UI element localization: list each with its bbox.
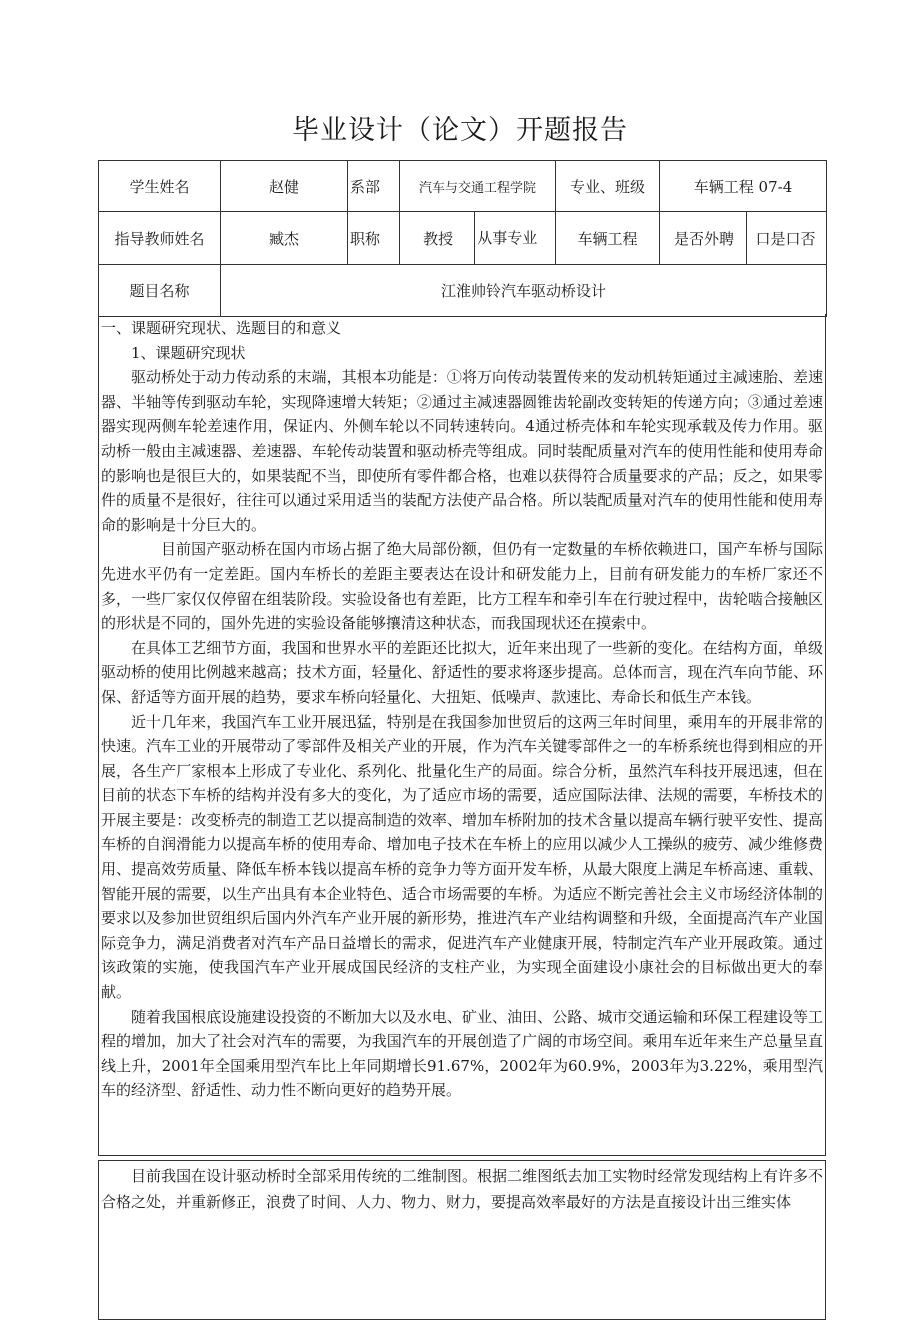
department-label: 系部 bbox=[348, 161, 400, 212]
field-value: 车辆工程 bbox=[556, 212, 660, 265]
field-label: 从事专业 bbox=[475, 212, 553, 264]
next-page-paragraph: 目前我国在设计驱动桥时全部采用传统的二维制图。根据二维图纸去加工实物时经常发现结构上有许多不合格之处，并重新修正，浪费了时间、人力、物力、财力，要提高效率最好的方法是直接设计出三维实体 bbox=[101, 1167, 823, 1211]
document-title: 毕业设计（论文）开题报告 bbox=[292, 115, 628, 146]
rank-value-text: 教授 bbox=[423, 229, 454, 248]
advisor-name-value: 臧杰 bbox=[221, 212, 348, 265]
body-paragraph: 目前国产驱动桥在国内市场占据了绝大局部份额，但仍有一定数量的车桥依赖进口，国产车桥与国际先进水平仍有一定差距。国内车桥长的差距主要表达在设计和研发能力上，目前有研发能力的车桥厂家还不多，一些厂家仅仅停留在组装阶段。实验设备也有差距，比方工程车和牵引车在行驶过程中，齿轮啮合接触区的形状是不同的，国外先进的实验设备能够攘清这种状态，而我国现状还在摸索中。 bbox=[101, 540, 823, 633]
body-paragraph: 随着我国根底设施建设投资的不断加大以及水电、矿业、油田、公路、城市交通运输和环保工程建设等工程的增加，加大了社会对汽车的需要，为我国汽车的开展创造了广阔的市场空间。乘用车近年来生产总量呈直线上升，2001年全国乘用型汽车比上年同期增长91.67%，2002年为60.9%，2003年为3.22%，乘用型汽车的经济型、舒适性、动力性不断向更好的趋势开展。 bbox=[101, 1007, 823, 1100]
body-paragraph: 在具体工艺细节方面，我国和世界水平的差距还比拟大，近年来出现了一些新的变化。在结构方面，单级驱动桥的使用比例越来越高；技术方面，轻量化、舒适性的要求将逐步提高。总体而言，现在汽车向节能、环保、舒适等方面开展的趋势，要求车桥向轻量化、大扭矩、低噪声、款速比、寿命长和低生产本钱。 bbox=[101, 638, 823, 706]
external-hire-label: 是否外聘 bbox=[673, 229, 734, 248]
external-hire-value: 口是口否 bbox=[747, 212, 825, 264]
rank-label: 职称 bbox=[348, 212, 400, 265]
topic-label: 题目名称 bbox=[99, 265, 221, 317]
body-paragraph: 驱动桥处于动力传动系的末端，其根本功能是：①将万向传动装置传来的发动机转矩通过主减速胎、差速器、半轴等传到驱动车轮，实现降速增大转矩；②通过主减速器圆锥齿轮副改变转矩的传递方向；③通过差速器实现两侧车轮差速作用，保证内、外侧车轮以不同转速转向。4通过桥壳体和车轮实现承载及传力作用。驱动桥一般由主减速器、差速器、车轮传动装置和驱动桥壳等组成。同时装配质量对汽车的使用性能和使用寿命的影响也是很巨大的，如果装配不当，即使所有零件都合格，也难以获得符合质量要求的产品；反之，如果零件的质量不是很好，往往可以通过采用适当的装配方法使产品合格。所以装配质量对汽车的使用性能和使用寿命的影响是十分巨大的。 bbox=[101, 368, 823, 534]
student-name-value: 赵健 bbox=[221, 161, 348, 212]
advisor-name-label: 指导教师姓名 bbox=[99, 212, 221, 265]
major-class-label: 专业、班级 bbox=[556, 161, 660, 212]
info-row-advisor bbox=[99, 212, 827, 265]
body-paragraph: 近十几年来，我国汽车工业开展迅猛，特别是在我国参加世贸后的这两三年时间里，乘用车的开展非常的快速。汽车工业的开展带动了零部件及相关产业的开展，作为汽车关键零部件之一的车桥系统也得到相应的开展，各生产厂家根本上形成了专业化、系列化、批量化生产的局面。综合分析，虽然汽车科技开展迅速，但在目前的状态下车桥的结构并没有多大的变化，为了适应市场的需要，适应国际法律、法规的需要，车桥技术的开展主要是：改变桥壳的制造工艺以提高制造的效率、增加车桥附加的技术含量以提高车辆行驶平安性、提高车桥的自润滑能力以提高车桥的使用寿命、增加电子技术在车桥上的应用以减少人工操纵的疲劳、减少维修费用、提高效劳质量、降低车桥本钱以提高车桥的竞争力等方面开发车桥，从最大限度上满足车桥高速、重载、智能开展的需要，以生产出具有本企业特色、适合市场需要的车桥。为适应不断完善社会主义市场经济体制的要求以及参加世贸组织后国内外汽车产业开展的新形势，推进汽车产业结构调整和升级，全面提高汽车产业国际竞争力，满足消费者对汽车产品日益增长的需求，促进汽车产业健康开展，特制定汽车产业开展政策。通过该政策的实施，使我国汽车产业开展成国民经济的支柱产业，为实现全面建设小康社会的目标做出更大的奉献。 bbox=[101, 712, 823, 1002]
report-body bbox=[98, 314, 826, 1156]
major-class-value: 车辆工程 07-4 bbox=[660, 161, 827, 212]
student-name-label: 学生姓名 bbox=[99, 161, 221, 212]
next-page-body bbox=[98, 1160, 826, 1320]
info-row-topic bbox=[99, 265, 827, 317]
rank-value bbox=[400, 212, 556, 265]
info-table bbox=[98, 160, 827, 317]
topic-value: 江淮帅铃汽车驱动桥设计 bbox=[221, 265, 827, 317]
info-row-student bbox=[99, 161, 827, 212]
department-value: 汽车与交通工程学院 bbox=[400, 161, 556, 212]
sub-heading: 1、课题研究现状 bbox=[131, 343, 246, 362]
section-heading: 一、课题研究现状、选题目的和意义 bbox=[101, 319, 342, 337]
external-field-split bbox=[662, 212, 824, 264]
rank-field-split bbox=[402, 212, 553, 264]
external-cell bbox=[660, 212, 827, 265]
